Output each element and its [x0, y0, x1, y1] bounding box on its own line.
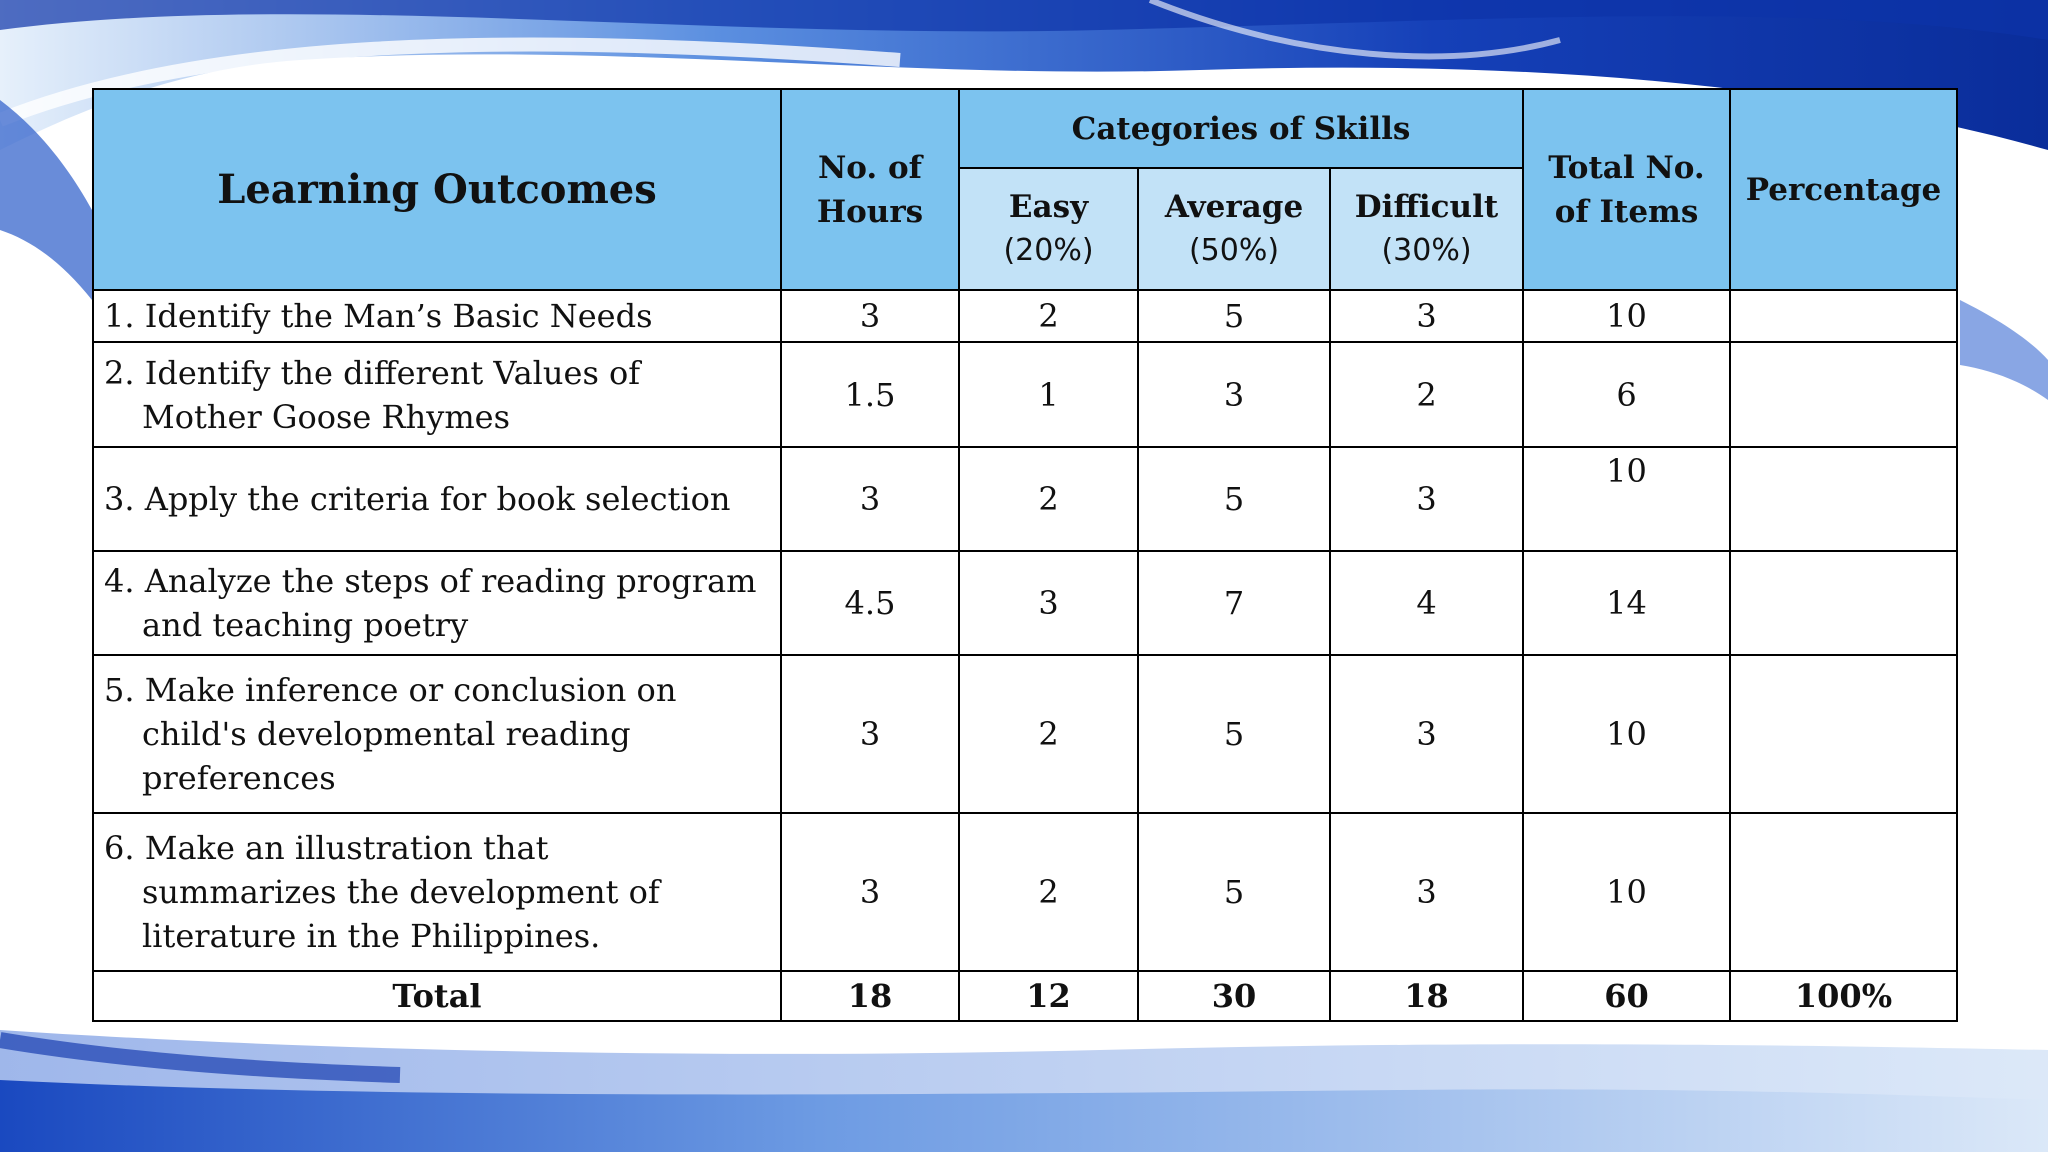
difficult-cell: 3 [1330, 447, 1523, 551]
hours-cell: 3 [781, 290, 959, 342]
totals-row [93, 971, 1957, 1021]
outcome-text: 4. Analyze the steps of reading program [104, 562, 757, 600]
easy-cell: 1 [959, 342, 1138, 447]
total-items-cell: 10 [1523, 655, 1730, 813]
outcome-text: 1. Identify the Man’s Basic Needs [104, 297, 653, 335]
header-learning-outcomes [93, 89, 781, 290]
header-difficult-label: Difficult [1354, 189, 1499, 225]
header-percentage-label: Percentage [1745, 171, 1942, 208]
total-difficult-cell: 18 [1330, 971, 1523, 1021]
percentage-cell [1730, 342, 1957, 447]
hours-cell: 3 [781, 655, 959, 813]
outcome-text-continued: preferences [142, 759, 336, 797]
header-total-no-of-items [1523, 89, 1730, 290]
difficult-cell: 3 [1330, 655, 1523, 813]
average-cell: 5 [1138, 655, 1330, 813]
average-cell: 5 [1138, 290, 1330, 342]
table-of-specifications [92, 88, 1958, 1022]
table-row [93, 290, 1957, 342]
header-hours-line1: No. of [817, 149, 923, 186]
table-row [93, 813, 1957, 971]
table-container [92, 88, 1956, 1022]
average-cell: 5 [1138, 447, 1330, 551]
difficult-cell: 3 [1330, 290, 1523, 342]
header-total-items-line1: Total No. [1548, 149, 1705, 186]
header-easy [959, 168, 1138, 290]
percentage-cell [1730, 290, 1957, 342]
percentage-cell [1730, 447, 1957, 551]
hours-cell: 3 [781, 447, 959, 551]
header-easy-label: Easy [1008, 189, 1089, 225]
total-items-sum-cell: 60 [1523, 971, 1730, 1021]
header-categories-of-skills [959, 89, 1523, 168]
outcome-cell [93, 551, 781, 655]
header-average-pct: (50%) [1188, 233, 1280, 268]
total-hours-cell: 18 [781, 971, 959, 1021]
difficult-cell: 4 [1330, 551, 1523, 655]
outcome-text: 6. Make an illustration that [104, 829, 549, 867]
total-items-cell: 14 [1523, 551, 1730, 655]
table-row [93, 342, 1957, 447]
outcome-text: 2. Identify the different Values of [104, 353, 641, 392]
header-hours-line2: Hours [816, 193, 924, 230]
easy-cell: 2 [959, 813, 1138, 971]
total-easy-cell: 12 [959, 971, 1138, 1021]
header-easy-pct: (20%) [1003, 233, 1094, 268]
header-learning-outcomes-label: Learning Outcomes [217, 166, 657, 213]
total-items-cell: 10 [1523, 813, 1730, 971]
header-difficult-pct: (30%) [1381, 233, 1472, 268]
easy-cell: 3 [959, 551, 1138, 655]
easy-cell: 2 [959, 447, 1138, 551]
average-cell: 3 [1138, 342, 1330, 447]
table-row [93, 447, 1957, 551]
header-no-of-hours [781, 89, 959, 290]
header-average [1138, 168, 1330, 290]
header-difficult [1330, 168, 1523, 290]
outcome-cell [93, 447, 781, 551]
average-cell: 5 [1138, 813, 1330, 971]
total-items-cell: 10 [1523, 290, 1730, 342]
outcome-text-continued: child's developmental reading [142, 715, 631, 753]
easy-cell: 2 [959, 655, 1138, 813]
table-row [93, 655, 1957, 813]
hours-cell: 4.5 [781, 551, 959, 655]
hours-cell: 3 [781, 813, 959, 971]
total-items-cell: 10 [1523, 447, 1730, 551]
outcome-text: 5. Make inference or conclusion on [104, 671, 677, 709]
outcome-cell [93, 342, 781, 447]
header-total-items-line2: of Items [1554, 193, 1699, 230]
outcome-cell [93, 655, 781, 813]
outcome-text-continued: literature in the Philippines. [142, 917, 601, 955]
total-label-cell: Total [93, 971, 781, 1021]
difficult-cell: 3 [1330, 813, 1523, 971]
header-average-label: Average [1164, 189, 1304, 225]
outcome-text-continued: Mother Goose Rhymes [142, 397, 511, 436]
outcome-text-continued: and teaching poetry [142, 606, 469, 644]
total-percentage-cell: 100% [1730, 971, 1957, 1021]
hours-cell: 1.5 [781, 342, 959, 447]
total-items-cell: 6 [1523, 342, 1730, 447]
outcome-cell [93, 290, 781, 342]
difficult-cell: 2 [1330, 342, 1523, 447]
percentage-cell [1730, 813, 1957, 971]
table-row [93, 551, 1957, 655]
percentage-cell [1730, 551, 1957, 655]
average-cell: 7 [1138, 551, 1330, 655]
header-categories-label: Categories of Skills [1071, 110, 1411, 147]
header-percentage [1730, 89, 1957, 290]
percentage-cell [1730, 655, 1957, 813]
outcome-text-continued: summarizes the development of [142, 873, 660, 911]
easy-cell: 2 [959, 290, 1138, 342]
outcome-text: 3. Apply the criteria for book selection [104, 480, 731, 518]
total-average-cell: 30 [1138, 971, 1330, 1021]
outcome-cell [93, 813, 781, 971]
